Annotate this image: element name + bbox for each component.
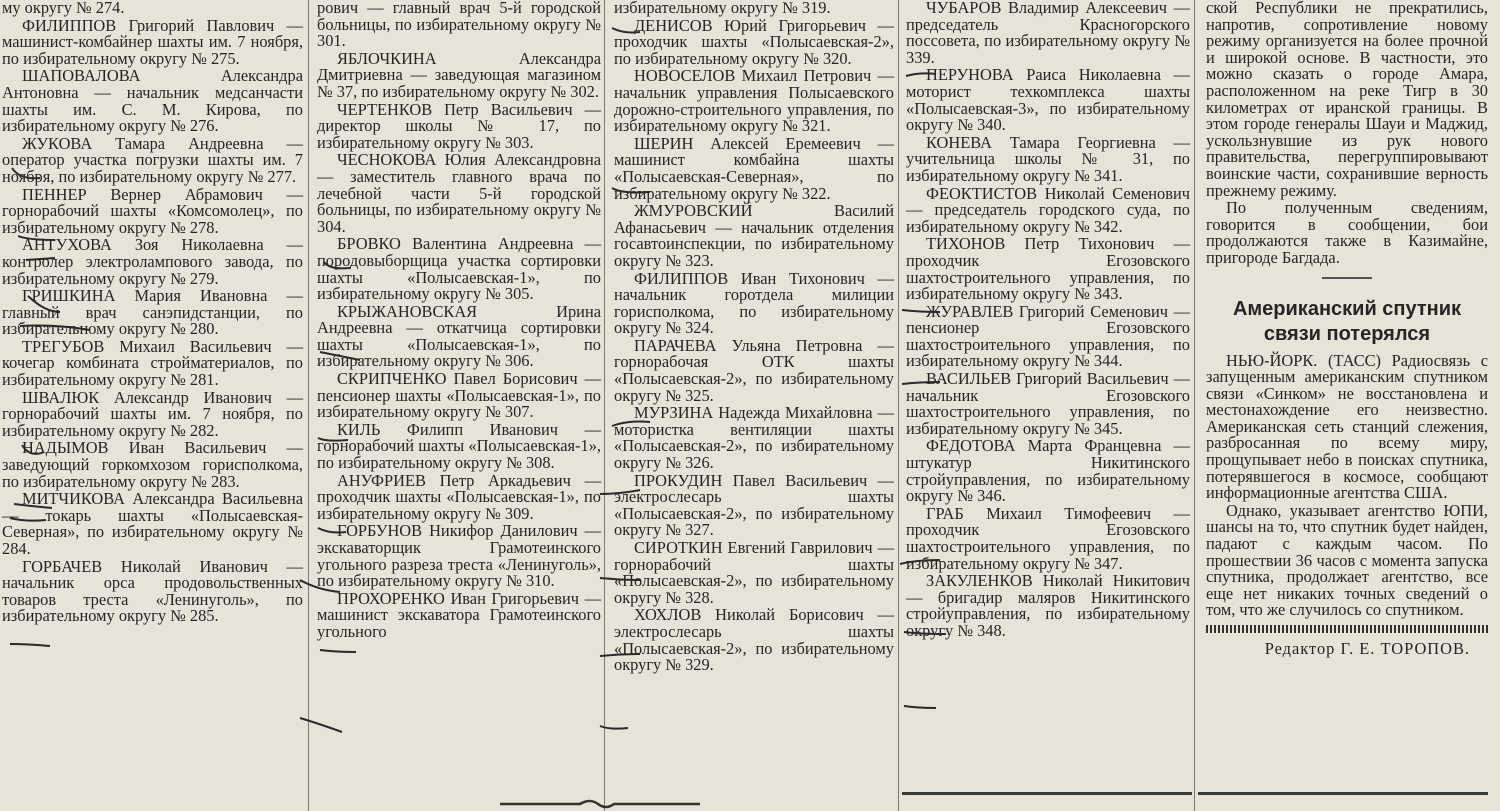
candidate-entry: ПЕРУНОВА Раиса Николаевна — моторист техкомплекса шахты «Полысаевская-3», по избирательному округу № 340. — [906, 65, 1190, 135]
candidate-entry: ШАПОВАЛОВА Александра Антоновна — начальник медсанчасти шахты им. С. М. Кирова, по избирательному округу № 276. — [2, 66, 303, 136]
column-divider — [1194, 0, 1195, 811]
column-2 — [311, 0, 603, 811]
headline-line-2: связи потерялся — [1263, 322, 1431, 345]
candidate-entry: КОНЕВА Тамара Георгиевна — учительница школы № 31, по избирательному округу № 341. — [906, 132, 1190, 185]
candidate-entry: ШЕРИН Алексей Еремеевич — машинист комбайна шахты «Полысаевская-Северная», по избирательному округу № 322. — [614, 133, 894, 203]
news-paragraph: Однако, указывает агентство ЮПИ, шансы на то, что спутник будет найден, падают с каждым часом. По прошествии 36 часов с момента запуска спутника, продолжает агентство, все еще нет никаких точных сведений о том, что же случилось со спутником. — [1206, 500, 1488, 620]
news-paragraph: НЬЮ-ЙОРК. (ТАСС) Радиосвязь с запущенным американским спутником связи «Синком» не восстановлена и местонахождение его неизвестно. Американская сеть станций слежения, разбросанная по всему миру, прощупывает небо в поисках спутника, потерявшегося в космосе, сообщают информационные агентства США. — [1206, 350, 1488, 503]
candidate-entry: КРЫЖАНОВСКАЯ Ирина Андреевна — откатчица сортировки шахты «Полысаевская-1», по избирательному округу № 306. — [317, 301, 601, 371]
candidate-entry: ТРЕГУБОВ Михаил Васильевич — кочегар комбината стройматериалов, по избирательному округу № 281. — [2, 336, 303, 390]
candidate-entry: НАДЫМОВ Иван Васильевич — заведующий горкомхозом горисполкома, по избирательному округу № 283. — [2, 438, 303, 491]
iraq-news-text — [1206, 0, 1488, 267]
candidate-entry: ЧЕРТЕНКОВ Петр Васильевич — директор школы № 17, по избирательному округу № 303. — [317, 99, 601, 152]
candidate-entry: ШВАЛЮК Александр Иванович — горнорабочий шахты им. 7 ноября, по избирательному округу № 282. — [2, 387, 303, 440]
candidate-entry: рович — главный врач 5-й городской больницы, по избирательному округу № 301. — [317, 0, 601, 51]
editor-signature: Редактор Г. Е. ТОРОПОВ. — [1264, 639, 1470, 658]
satellite-article-text — [1206, 350, 1488, 620]
candidate-entry: КИЛЬ Филипп Иванович — горнорабочий шахты «Полысаевская-1», по избирательному округу № 308. — [317, 419, 601, 473]
candidate-entry: АНТУХОВА Зоя Николаевна — контролер электролампового завода, по избирательному округу № 279. — [2, 235, 303, 288]
candidate-entry: ГРАБ Михаил Тимофеевич — проходчик Егозовского шахтостроительного управления, по избирательному округу № 347. — [906, 503, 1190, 573]
candidate-entry: ПРОХОРЕНКО Иван Григорьевич — машинист экскаватора Грамотеинского угольного — [317, 588, 601, 641]
dotted-rule — [1206, 625, 1488, 633]
candidate-entry: СКРИПЧЕНКО Павел Борисович — пенсионер шахты «Полысаевская-1», по избирательному округу № 307. — [317, 369, 601, 422]
candidate-entry: ЗАКУЛЕНКОВ Николай Никитович — бригадир маляров Никитинского стройуправления, по избирательному округу № 348. — [906, 571, 1190, 640]
article-headline — [1206, 297, 1488, 347]
candidate-entry: ЖУКОВА Тамара Андреевна — оператор участка погрузки шахты им. 7 ноября, по избирательному округу № 277. — [2, 133, 303, 186]
candidate-entry: ДЕНИСОВ Юрий Григорьевич — проходчик шахты «Полысаевская-2», по избирательному округу № 320. — [614, 15, 894, 68]
candidate-entry: АНУФРИЕВ Петр Аркадьевич — проходчик шахты «Полысаевская-1», по избирательному округу № 309. — [317, 470, 601, 523]
column-divider — [308, 0, 309, 811]
candidate-entry: МУРЗИНА Надежда Михайловна — мотористка вентиляции шахты «Полысаевская-2», по избирательному округу № 326. — [614, 403, 894, 473]
candidate-entry: ПРОКУДИН Павел Васильевич — электрослесарь шахты «Полысаевская-2», по избирательному округу № 327. — [614, 470, 894, 540]
news-paragraph: ской Республики не прекратились, напротив, сопротивление новому режиму организуется на более прочной и широкой основе. В частности, это можно сказать о городе Амара, расположенном на реке Тигр в 30 километрах от иранской границы. В этом городе генералы Шауи и Маджид, ускользнувшие из рук нового правительства, перегруппировывают воинские части, сохранившие верность прежнему режиму. — [1206, 0, 1488, 200]
candidate-entry: ЧУБАРОВ Владимир Алексеевич — председатель Красногорского поссовета, по избирательному округу № 339. — [906, 0, 1190, 67]
bottom-rule — [902, 792, 1192, 795]
candidate-entry: ГОРБАЧЕВ Николай Иванович — начальник орса продовольственных товаров треста «Ленинуголь», по избирательному округу № 285. — [2, 556, 303, 626]
article-separator — [1322, 277, 1372, 279]
bottom-rule — [1198, 792, 1488, 795]
candidate-entry: ПЕННЕР Вернер Абрамович — горнорабочий шахты «Комсомолец», по избирательному округу № 278. — [2, 184, 303, 237]
column-3 — [606, 0, 896, 811]
candidate-entry: ТИХОНОВ Петр Тихонович — проходчик Егозовского шахтостроительного управления, по избирательному округу № 343. — [906, 234, 1190, 304]
column-5-news — [1196, 0, 1500, 811]
candidate-entry: ФИЛИППОВ Иван Тихонович — начальник горотдела милиции горисполкома, по избирательному округу № 324. — [614, 268, 894, 338]
candidate-entry: ЯБЛОЧКИНА Александра Дмитриевна — заведующая магазином № 37, по избирательному округу № 302. — [317, 48, 601, 101]
headline-line-1: Американский спутник — [1232, 297, 1462, 320]
candidate-entry: ЖУРАВЛЕВ Григорий Семенович — пенсионер Егозовского шахтостроительного управления, по избирательному округу № 344. — [906, 301, 1190, 371]
candidate-entry: ФЕДОТОВА Марта Францевна — штукатур Никитинского стройуправления, по избирательному округу № 346. — [906, 436, 1190, 506]
column-4 — [900, 0, 1192, 811]
candidate-entry: избирательному округу № 319. — [614, 0, 831, 17]
column-divider — [604, 0, 605, 811]
candidate-entry: му округу № 274. — [2, 0, 125, 17]
candidate-entry: ПАРАЧЕВА Ульяна Петровна — горнорабочая ОТК шахты «Полысаевская-2», по избирательному округу № 325. — [614, 335, 894, 405]
candidate-entry: ЧЕСНОКОВА Юлия Александровна — заместитель главного врача по лечебной части 5-й городской больницы, по избирательному округу № 304. — [317, 150, 601, 236]
column-1 — [0, 0, 305, 811]
candidate-entry: ФИЛИППОВ Григорий Павлович — машинист-комбайнер шахты им. 7 ноября, по избирательному округу № 275. — [2, 15, 303, 68]
candidate-entry: ХОХЛОВ Николай Борисович — электрослесарь шахты «Полысаевская-2», по избирательному округу № 329. — [614, 605, 894, 675]
candidate-entry: ФЕОКТИСТОВ Николай Семенович — председатель городского суда, по избирательному округу № 342. — [906, 183, 1190, 236]
candidate-entry: ГРИШКИНА Мария Ивановна — главный врач санэпидстанции, по избирательному округу № 280. — [2, 286, 303, 339]
wavy-rule — [500, 796, 700, 810]
candidate-entry: НОВОСЕЛОВ Михаил Петрович — начальник управления Полысаевского дорожно-строительного управления, по избирательному округу № 321. — [614, 66, 894, 136]
news-paragraph: По полученным сведениям, говорится в сообщении, бои продолжаются также в Казимайне, пригороде Багдада. — [1206, 198, 1488, 267]
candidate-entry: ВАСИЛЬЕВ Григорий Васильевич — начальник Егозовского шахтостроительного управления, по избирательному округу № 345. — [906, 369, 1190, 438]
candidate-entry: МИТЧИКОВА Александра Васильевна — токарь шахты «Полысаевская-Северная», по избирательному округу № 284. — [2, 489, 303, 558]
candidate-entry: ГОРБУНОВ Никифор Данилович — экскаваторщик Грамотеинского угольного разреза треста «Ленинуголь», по избирательному округу № 310. — [317, 521, 601, 591]
column-divider — [898, 0, 899, 811]
candidate-entry: СИРОТКИН Евгений Гаврилович — горнорабочий шахты «Полысаевская-2», по избирательному округу № 328. — [614, 538, 894, 607]
candidate-entry: ЖМУРОВСКИЙ Василий Афанасьевич — начальник отделения госавтоинспекции, по избирательному округу № 323. — [614, 201, 894, 270]
candidate-entry: БРОВКО Валентина Андреевна — породовыборщица участка сортировки шахты «Полысаевская-1», по избирательному округу № 305. — [317, 234, 601, 304]
